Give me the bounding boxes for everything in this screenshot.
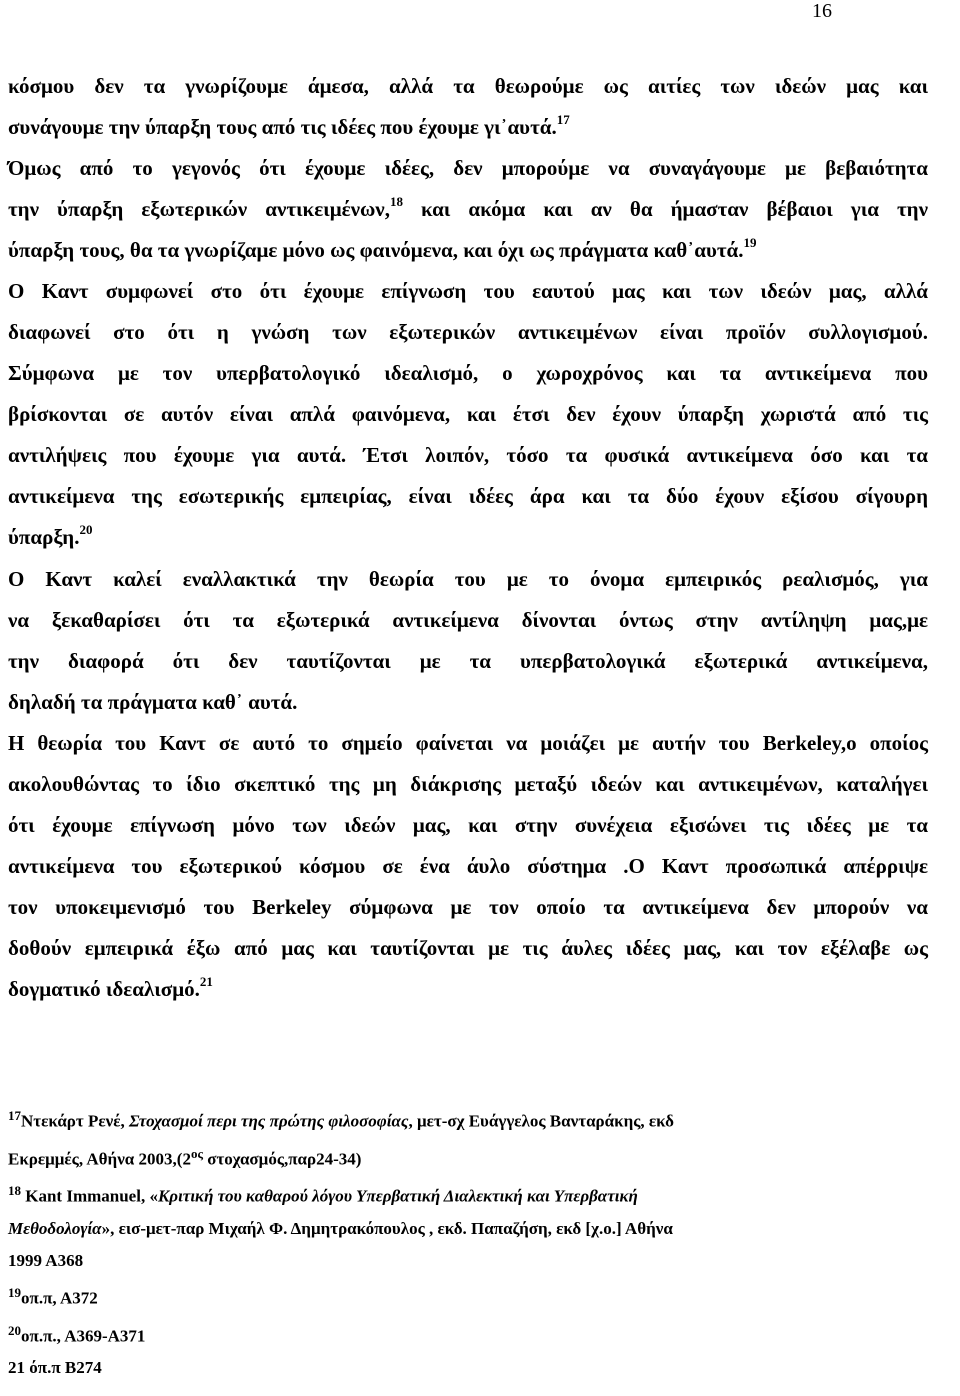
footnote-ref: 19 (743, 235, 757, 250)
footnote-17-cont: Εκρεμμές, Αθήνα $2003,(2^{o\varsigma}$ στοχασμός,παρ24-34) (8, 1145, 362, 1169)
text-line: δογματικό ιδεαλισμό.$^{21}$ (8, 974, 213, 1001)
footnote-21: 21 όπ.π Β274 (8, 1358, 102, 1378)
text-line: διαφωνεί στο ότι η γνώση των εξωτερικών αντικειμένων είναι προϊόν συλλογισμού. (8, 320, 928, 344)
paragraph-1 (8, 66, 928, 148)
text-line: αντικείμενα της εσωτερικής εμπειρίας, είναι ιδέες άρα και τα δύο έχουν εξίσου σίγουρη (8, 484, 928, 508)
footnote-divider (8, 1082, 288, 1083)
footnote-20: $^{20}$οπ.π., Α369-Α371 (8, 1322, 146, 1346)
page-number: 16 (812, 0, 832, 22)
footnote-18: $^{18}$ Kant Immanuel, «Κριτική του καθαρού λόγου Υπερβατική Διαλεκτική και Υπερβατική (8, 1183, 638, 1206)
text-line: να ξεκαθαρίσει ότι τα εξωτερικά αντικείμενα δίνονται όντως στην αντίληψη μας,με (8, 608, 928, 632)
text-line: Ο Καντ καλεί εναλλακτικά την θεωρία του με το όνομα εμπειρικός ρεαλισμός, για (8, 567, 928, 591)
text-line: την διαφορά ότι δεν ταυτίζονται με τα υπερβατολογικά εξωτερικά αντικείμενα, (8, 649, 928, 673)
text-line: Η θεωρία του Καντ σε αυτό το σημείο φαίνεται να μοιάζει με αυτήν του Berkeley,ο οποίος (8, 731, 928, 755)
text-line: δηλαδή τα πράγματα καθ᾿ αυτά. (8, 690, 298, 714)
text-line: βρίσκονται σε αυτόν είναι απλά φαινόμενα, και έτσι δεν έχουν ύπαρξη χωριστά από τις (8, 402, 928, 426)
text-line: ακολουθώντας το ίδιο σκεπτικό της μη διάκρισης μεταξύ ιδεών και αντικειμένων, καταλήγει (8, 772, 928, 796)
footnote-18-cont: Μεθοδολογία», εισ-μετ-παρ Μιχαήλ Φ. Δημητρακόπουλος , εκδ. Παπαζήση, εκδ [χ.ο.] Αθήνα (8, 1218, 673, 1238)
text-line: τον υποκειμενισμό του Berkeley σύμφωνα με τον οποίο τα αντικείμενα δεν μπορούν να (8, 895, 928, 919)
paragraph-2 (8, 148, 928, 271)
text-line: δοθούν εμπειρικά έξω από μας και ταυτίζονται με τις άυλες ιδέες μας, και τον εξέλαβε ως (8, 936, 928, 960)
text-line: ότι έχουμε επίγνωση μόνο των ιδεών μας, και στην συνέχεια εξισώνει τις ιδέες με τα (8, 813, 928, 837)
footnote-ref: 20 (79, 522, 93, 537)
text-line: ύπαρξη τους, θα τα γνωρίζαμε μόνο ως φαινόμενα, και όχι ως πράγματα καθ᾿αυτά.$^{19}$ (8, 235, 757, 262)
footnote-ref: 21 (199, 974, 213, 989)
text-line: αντιλήψεις που έχουμε για αυτά. Έτσι λοιπόν, τόσο τα φυσικά αντικείμενα όσο και τα (8, 443, 928, 467)
footnote-17: $^{17}$Ντεκάρτ Ρενέ, Στοχασμοί περι της πρώτης φιλοσοφίας, μετ-σχ Ευάγγελος Βανταράκης, εκδ (8, 1108, 674, 1131)
text-line: Ο Καντ συμφωνεί στο ότι έχουμε επίγνωση του εαυτού μας και των ιδεών μας, αλλά (8, 279, 928, 303)
text-line: αντικείμενα του εξωτερικού κόσμου σε ένα άυλο σύστημα .Ο Καντ προσωπικά απέρριψε (8, 854, 928, 878)
footnote-ref: 18 (389, 194, 403, 209)
footnote-19: $^{19}$οπ.π, Α372 (8, 1284, 98, 1308)
footnotes (8, 1100, 848, 1384)
footnote-18-cont2: 1999 Α368 (8, 1250, 84, 1270)
paragraph-5 (8, 723, 928, 1010)
text-line: την ύπαρξη εξωτερικών αντικειμένων,$^{18}$ και ακόμα και αν θα ήμασταν βέβαιοι για την (8, 194, 928, 221)
text-line: ύπαρξη.$^{20}$ (8, 522, 93, 549)
paragraph-3 (8, 271, 928, 558)
text-line: κόσμου δεν τα γνωρίζουμε άμεσα, αλλά τα θεωρούμε ως αιτίες των ιδεών μας και (8, 74, 928, 98)
footnote-ref: 17 (556, 112, 570, 127)
text-line: Όμως από το γεγονός ότι έχουμε ιδέες, δεν μπορούμε να συναγάγουμε με βεβαιότητα (8, 156, 928, 180)
text-line: Σύμφωνα με τον υπερβατολογικό ιδεαλισμό, ο χωροχρόνος και τα αντικείμενα που (8, 361, 928, 385)
paragraph-4 (8, 559, 928, 723)
text-line: συνάγουμε την ύπαρξη τους από τις ιδέες που έχουμε γι᾿αυτά.$^{17}$ (8, 112, 570, 139)
